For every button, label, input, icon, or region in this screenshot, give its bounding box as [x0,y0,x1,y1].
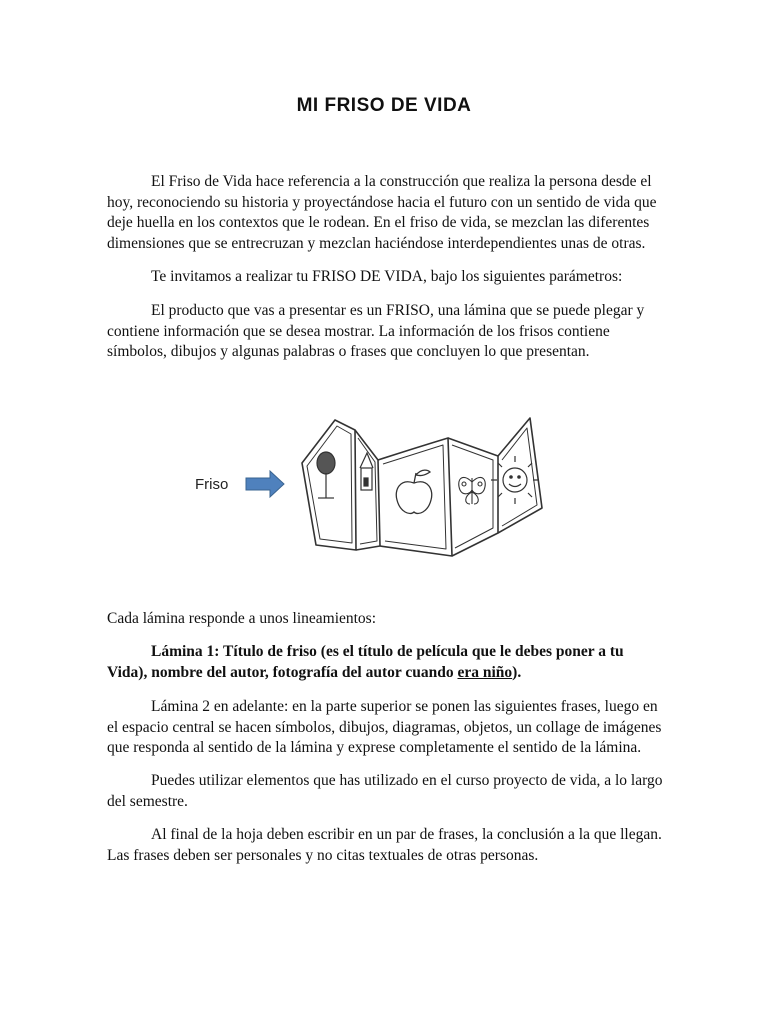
house-icon [360,453,373,490]
lamina-2-paragraph: Lámina 2 en adelante: en la parte superior se ponen las siguientes frases, luego en el espacio central se hacen símbolos, dibujos, diagramas, objetos, un collage de imágenes que responda al sentido de la lámina y exprese completamente el sentido de la lámina. [107,698,662,756]
intro-paragraph: El Friso de Vida hace referencia a la construcción que realiza la persona desde el hoy, reconociendo su historia y proyectándose hacia el futuro con un sentido de vida que deje huella en los contextos que le rodean. En el friso de vida, se mezclan las diferentes dimensiones que se entrecruzan y mezclan haciéndose interdependientes unas de otras. [107,173,657,252]
product-paragraph: El producto que vas a presentar es un FRISO, una lámina que se puede plegar y contiene información que se desea mostrar. La información de los frisos contiene símbolos, dibujos y algunas palabras o frases que concluyen lo que presentan. [107,302,645,360]
elements-paragraph: Puedes utilizar elementos que has utilizado en el curso proyecto de vida, a lo largo del semestre. [107,772,663,810]
lamina-1-paragraph [107,642,667,683]
friso-label: Friso [195,476,229,493]
tree-icon [317,452,335,498]
invite-paragraph: Te invitamos a realizar tu FRISO DE VIDA, bajo los siguientes parámetros: [151,268,623,285]
lamina-1-underlined: era niño [457,663,513,681]
guidelines-intro: Cada lámina responde a unos lineamientos: [107,610,377,627]
apple-icon [396,470,432,513]
lamina-1-end: ). [512,663,522,681]
friso-illustration [180,408,560,568]
lamina-1-text: Lámina 1: Título de friso (es el título de película que le debes poner a tu Vida), nombre del autor, fotografía del autor cuando [107,643,624,681]
butterfly-icon [459,477,486,504]
page-title: MI FRISO DE VIDA [296,95,472,116]
arrow-right-icon [246,471,284,497]
conclusion-paragraph: Al final de la hoja deben escribir en un par de frases, la conclusión a la que llegan. Las frases deben ser personales y no citas textuales de otras personas. [107,826,662,864]
